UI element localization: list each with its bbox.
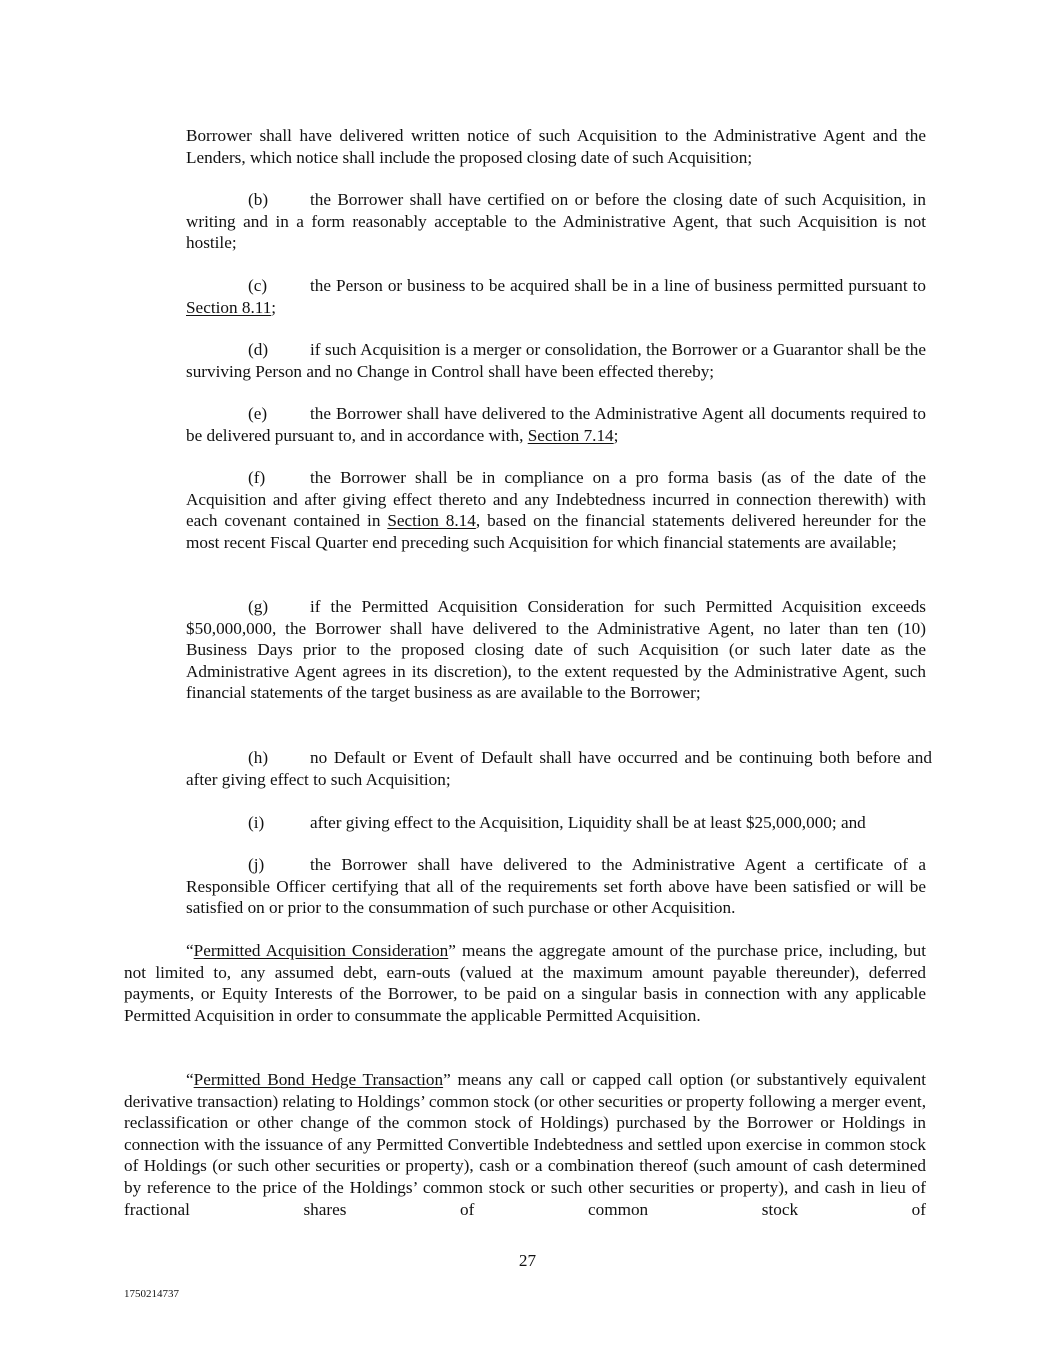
clause-label: (b) [248,190,269,209]
defined-term: Permitted Acquisition Consideration [193,941,449,960]
clause-label: (g) [248,597,269,616]
clause-label: (d) [248,340,269,359]
clause-text: if the Permitted Acquisition Consideration for such Permitted Acquisition exceeds $50,000,000, the Borrower shall have delivered to the Administrative Agent, no later than ten (10) Business Days prior to the proposed closing date of such Acquisition (or such later date as the Administrative Agent agrees in its discretion), to the extent requested by the Administrative Agent, such financial statements of the target business as are available to the Borrower; [186,597,926,703]
clause-i [186,812,926,834]
clause-text: after giving effect to the Acquisition, Liquidity shall be at least $25,000,000; and [310,813,866,832]
definition-permitted-acquisition-consideration: “Permitted Acquisition Consideration” means the aggregate amount of the purchase price, including, but not limited to, any assumed debt, earn-outs (valued at the maximum amount payable thereunder), deferred payments, or Equity Interests of the Borrower, to be paid on a singular basis in connection with any applicable Permitted Acquisition in order to consummate the applicable Permitted Acquisition. [124,941,926,1025]
clause-c: (c) the Person or business to be acquired shall be in a line of business permitted pursuant to Section 8.11; [186,276,926,317]
page-number: 27 [518,1251,537,1270]
clause-j [186,854,926,919]
definition-text: means any call or capped call option (or substantively equivalent derivative transaction) relating to Holdings’ common stock (or other securities or property following a merger event, reclassification or other change of the common stock of Holdings) purchased by the Borrower or Holdings in connection with the issuance of any Permitted Convertible Indebtedness and settled upon exercise in common stock of Holdings (or such other securities or property), cash or a combination thereof (such amount of cash determined by reference to the price of the Holdings’ common stock or such other securities or property), and cash in lieu of fractional shares of common stock of [124,1070,926,1219]
clause-text: the Borrower shall have certified on or before the closing date of such Acquisition, in writing and in a form reasonably acceptable to the Administrative Agent, that such Acquisition is not hostile; [186,190,926,253]
section-reference-link[interactable]: Section 8.11 [186,297,272,317]
clause-text: no Default or Event of Default shall have occurred and be continuing both before and after giving effect to such Acquisition; [186,748,932,789]
clause-e: (e) the Borrower shall have delivered to the Administrative Agent all documents required to be delivered pursuant to, and in accordance with, Section 7.14; [186,404,926,445]
clause-label: (f) [248,468,266,487]
clause-b [186,189,926,254]
clause-g [186,596,926,704]
clause-text: the Borrower shall have delivered to the Administrative Agent a certificate of a Responsible Officer certifying that all of the requirements set forth above have been satisfied or will be satisfied on or prior to the consummation of such purchase or other Acquisition. [186,855,926,918]
document-id: 1750214737 [124,1288,179,1300]
clause-text: if such Acquisition is a merger or consolidation, the Borrower or a Guarantor shall be the surviving Person and no Change in Control shall have been effected thereby; [186,340,926,381]
definition-text: means the aggregate amount of the purchase price, including, but not limited to, any assumed debt, earn-outs (valued at the maximum amount payable thereunder), deferred payments, or Equity Interests of the Borrower, to be paid on a singular basis in connection with any applicable Permitted Acquisition in order to consummate the applicable Permitted Acquisition. [124,941,926,1025]
clause-label: (h) [248,748,269,767]
intro-paragraph [186,125,926,168]
clause-d [186,339,926,382]
section-reference-link[interactable]: Section 7.14 [527,425,614,445]
intro-text: Borrower shall have delivered written notice of such Acquisition to the Administrative Agent and the Lenders, which notice shall include the proposed closing date of such Acquisition; [186,126,926,167]
clause-label: (i) [248,813,265,832]
clause-text: the Person or business to be acquired shall be in a line of business permitted pursuant to [310,276,926,295]
defined-term: Permitted Bond Hedge Transaction [193,1070,444,1089]
clause-f: (f) the Borrower shall be in compliance on a pro forma basis (as of the date of the Acquisition and after giving effect thereto and any Indebtedness incurred in connection therewith) with each covenant contained in Section 8.14, based on the financial statements delivered hereunder for the most recent Fiscal Quarter end preceding such Acquisition for which financial statements are available; [186,468,926,552]
clause-h [186,747,932,790]
clause-label: (e) [248,404,268,423]
clause-text: the Borrower shall be in compliance on a pro forma basis (as of the date of the Acquisition and after giving effect thereto and any Indebtedness incurred in connection therewith) with each covenant contained in [186,468,926,531]
section-reference-link[interactable]: Section 8.14 [387,511,476,531]
clause-text: the Borrower shall have delivered to the Administrative Agent all documents required to be delivered pursuant to, and in accordance with, [186,404,926,445]
definition-permitted-bond-hedge-transaction: “Permitted Bond Hedge Transaction” means any call or capped call option (or substantively equivalent derivative transaction) relating to Holdings’ common stock (or other securities or property following a merger event, reclassification or other change of the common stock of Holdings) purchased by the Borrower or Holdings in connection with the issuance of any Permitted Convertible Indebtedness and settled upon exercise in common stock of Holdings (or such other securities or property), cash or a combination thereof (such amount of cash determined by reference to the price of the Holdings’ common stock or such other securities or property), and cash in lieu of fractional shares of common stock of [124,1070,926,1219]
clause-label: (j) [248,855,265,874]
clause-label: (c) [248,276,268,295]
